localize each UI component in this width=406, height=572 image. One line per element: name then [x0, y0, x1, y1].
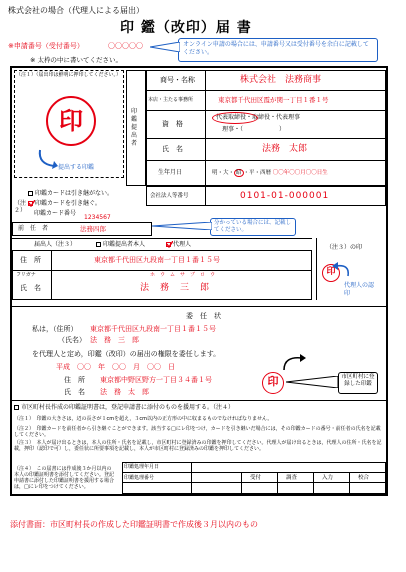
- delegation-title: 委 任 状: [186, 312, 221, 320]
- seal-caption: 提出する印鑑: [58, 164, 95, 171]
- row-label-corp-number: 会社法人等番号: [150, 193, 189, 199]
- card-option-no[interactable]: 印鑑カードは引き継がない。: [28, 190, 113, 198]
- note-item-4: （注４） この届書には作成後３か月以内の本人の印鑑証明書を添付してください。登記申請書に添付した印鑑証明書を援用する場合は，□にレ印をつけてください。: [14, 466, 115, 490]
- cert-option[interactable]: 市区町村長作成の印鑑証明書は，登記申請書に添付のものを援用する。（注４）: [14, 404, 234, 412]
- prev-user-name: 法務四郎: [80, 225, 106, 233]
- callout-arrow-icon: [152, 222, 212, 230]
- row-label-address: 本店・主たる事務所: [148, 97, 194, 103]
- qualification-top: 代表取締役・取締役・代表理事: [216, 114, 301, 121]
- delegation-date: 平成 〇〇 年 〇〇 月 〇〇 日: [56, 363, 175, 371]
- delegation-address: 東京都中野区野方一丁目３４番１号: [100, 376, 212, 384]
- checkbox-agent[interactable]: [166, 242, 171, 247]
- row-label-birth: 生年月日: [158, 169, 183, 176]
- office-header-check: 調査: [286, 475, 298, 481]
- note-item-2: （注２） 印鑑カードを前任者から引き継ぐことができます。該当する□にレ印をつけ，カードを引き継いだ場合には，その印鑑カードの番号・前任者の氏名を記載してください。: [14, 426, 381, 438]
- row-label-person: 氏 名: [162, 145, 183, 153]
- receipt-label: ※申請番号（受付番号）: [8, 42, 84, 50]
- delegation-name-label: 氏 名: [64, 388, 85, 396]
- applicant-option-agent[interactable]: 代理人: [166, 241, 191, 249]
- applicant-label: 届出人（注３）: [34, 241, 77, 248]
- qualification-bottom: 理事・（ ）: [222, 126, 286, 133]
- applicant-address-label: 住 所: [20, 256, 41, 264]
- delegation-me-name-label: （氏名）: [58, 336, 86, 344]
- note-item-3: （注３） 本人が届け出るときは，本人の住所・氏名を記載し，市区町村に登録済みの印鑑を押印してください。代理人が届け出るときは，代理人の住所・氏名を記載，押印（認印で可）し，委任状に所要事項を記載し，本人が市区町村に登録済みの印鑑を押印してください。: [14, 440, 382, 452]
- delegation-me-address: 東京都千代田区九段南一丁目１番１５号: [90, 325, 216, 333]
- page-title: 印 鑑（改印）届 書: [120, 20, 252, 36]
- company-name: 株式会社 法務商事: [240, 75, 322, 85]
- office-header-date: 印鑑処理年月日: [124, 464, 160, 470]
- callout-pointer-icon: [150, 42, 180, 52]
- delegation-seal: 印: [262, 372, 284, 394]
- receipt-value: 〇〇〇〇〇: [108, 42, 143, 50]
- card-number: 1234567: [84, 214, 111, 221]
- delegation-name: 法 務 太 郎: [100, 388, 149, 396]
- checkbox-no-transfer[interactable]: [28, 191, 33, 196]
- card-number-label: 印鑑カード番号: [34, 210, 77, 217]
- agent-seal: 印: [322, 264, 340, 282]
- checkbox-cert[interactable]: [14, 405, 19, 410]
- applicant-name: 法 務 三 郎: [140, 283, 211, 293]
- note2-label: （注２）: [14, 200, 27, 214]
- row-label-qualification: 資 格: [162, 120, 183, 128]
- row-label-name: 商号・名称: [160, 76, 195, 84]
- instruction-note: ※ 太枠の中に書いてください。: [30, 56, 123, 64]
- prev-user-label: 前 任 者: [18, 225, 49, 232]
- card-option-yes[interactable]: 印鑑カードを引き継ぐ。: [28, 200, 101, 208]
- checkbox-self[interactable]: [96, 242, 101, 247]
- vertical-label: 印鑑提出者: [131, 108, 138, 147]
- birth-date: 〇〇年〇〇月〇〇日生: [272, 170, 328, 176]
- registered-seal: 印: [46, 96, 96, 146]
- applicant-address: 東京都千代田区九段南一丁目１番１５号: [94, 256, 220, 264]
- note3-label: （注３）の印: [326, 244, 363, 251]
- furigana-value: ホ ウ ム サ ブ ロ ウ: [150, 272, 216, 278]
- delegation-me-name: 法 務 三 郎: [90, 336, 139, 344]
- card-callout: 分かっている場合には、記載してください。: [210, 218, 296, 236]
- company-address: 東京都千代田区霞が関一丁目１番１号: [218, 96, 329, 104]
- corp-number: 0101-01-000001: [240, 191, 330, 201]
- checkbox-transfer[interactable]: [28, 201, 33, 206]
- curved-arrow-icon: [330, 262, 352, 278]
- furigana-label: フリガナ: [16, 272, 36, 278]
- agent-seal-caption: 代理人の認印: [344, 282, 375, 297]
- office-header-number: 印鑑処理番号: [124, 475, 155, 481]
- applicant-name-label: 氏 名: [20, 284, 41, 292]
- office-header-collate: 校合: [358, 475, 370, 481]
- callout-arrow-icon: [286, 376, 338, 388]
- person-name: 法務 太郎: [262, 144, 308, 154]
- curved-arrow-icon: [280, 352, 308, 374]
- online-callout: オンライン申請の場合には、申請番号又は受付番号を余白に記載してください。: [178, 38, 378, 62]
- applicant-option-self[interactable]: 印鑑提出者本人: [96, 241, 145, 249]
- curved-arrow-icon: [36, 148, 58, 170]
- qualification-circle: [212, 112, 258, 124]
- office-header-receipt: 受付: [250, 475, 262, 481]
- note-item-1: （注１） 印鑑の大きさは，辺の長さが１cmを超え，３cm以内の正方形の中に収まるものでなければなりません。: [14, 416, 273, 422]
- note1-label: （注１）（届出印は鮮明に押印してください。）: [16, 72, 122, 78]
- era-options: 明・大・ 昭 ・平・西暦 〇〇年〇〇月〇〇日生: [212, 170, 328, 176]
- era-selected: 昭: [236, 170, 242, 176]
- top-note: 株式会社の場合（代理人による届出）: [8, 6, 144, 15]
- office-header-input: 入力: [322, 475, 334, 481]
- footer-attachment: 添付書面：市区町村長の作成した印鑑証明書で作成後３月以内のもの: [10, 520, 258, 529]
- delegation-me-label: 私は，（住所）: [32, 325, 78, 333]
- delegation-callout: 市区町村に登録した印鑑: [338, 372, 378, 394]
- delegation-body: を代理人と定め，印鑑（改印）の届出の権限を委任します。: [32, 350, 221, 358]
- delegation-address-label: 住 所: [64, 376, 85, 384]
